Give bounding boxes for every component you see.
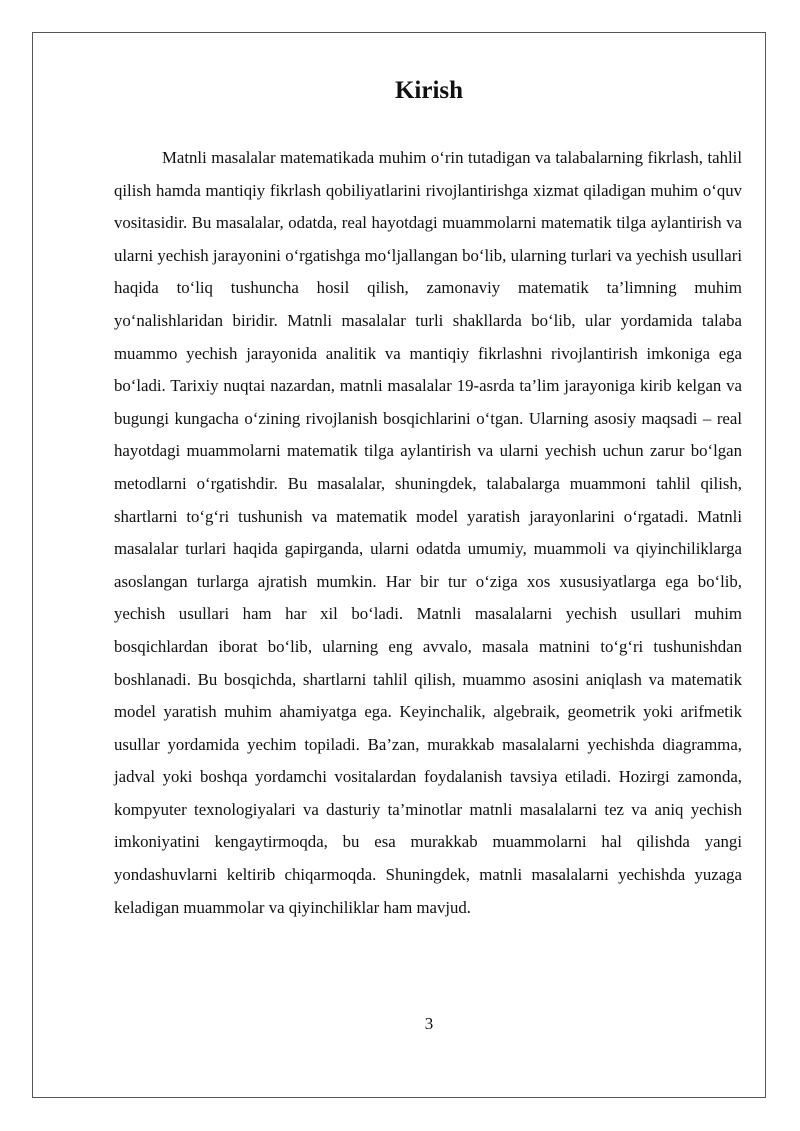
section-heading: Kirish	[394, 77, 464, 104]
body-paragraph: Matnli masalalar matematikada muhim o‘rin tutadigan va talabalarning fikrlash, tahlil qilish hamda mantiqiy fikrlash qobiliyatlarini rivojlantirishga xizmat qiladigan muhim o‘quv vositasidir. Bu masalalar, odatda, real hayotdagi muammolarni matematik tilga aylantirish va ularni yechish jarayonini o‘rgatishga mo‘ljallangan bo‘lib, ularning turlari va yechish usullari haqida to‘liq tushuncha hosil qilish, zamonaviy matematik ta’limning muhim yo‘nalishlaridan biridir. Matnli masalalar turli shakllarda bo‘lib, ular yordamida talaba muammo yechish jarayonida analitik va mantiqiy fikrlashni rivojlantirish imkoniga ega bo‘ladi. Tarixiy nuqtai nazardan, matnli masalalar 19-asrda ta’lim jarayoniga kirib kelgan va bugungi kungacha o‘zining rivojlanish bosqichlarini o‘tgan. Ularning asosiy maqsadi – real hayotdagi muammolarni matematik tilga aylantirish va ularni yechish uchun zarur bo‘lgan metodlarni o‘rgatishdir. Bu masalalar, shuningdek, talabalarga muammoni tahlil qilish, shartlarni to‘g‘ri tushunish va matematik model yaratish jarayonlarini o‘rgatadi. Matnli masalalar turlari haqida gapirganda, ularni odatda umumiy, muammoli va qiyinchiliklarga asoslangan turlarga ajratish mumkin. Har bir tur o‘ziga xos xususiyatlarga ega bo‘lib, yechish usullari ham har xil bo‘ladi. Matnli masalalarni yechish usullari muhim bosqichlardan iborat bo‘lib, ularning eng avvalo, masala matnini to‘g‘ri tushunishdan boshlanadi. Bu bosqichda, shartlarni tahlil qilish, muammo asosini aniqlash va matematik model yaratish muhim ahamiyatga ega. Keyinchalik, algebraik, geometrik yoki arifmetik usullar yordamida yechim topiladi. Ba’zan, murakkab masalalarni yechishda diagramma, jadval yoki boshqa yordamchi vositalardan foydalanish tavsiya etiladi. Hozirgi zamonda, kompyuter texnologiyalari va dasturiy ta’minotlar matnli masalalarni tez va aniq yechish imkoniyatini kengaytirmoqda, bu esa murakkab muammolarni hal qilishda yangi yondashuvlarni keltirib chiqarmoqda. Shuningdek, matnli masalalarni yechishda yuzaga keladigan muammolar va qiyinchiliklar ham mavjud.	[114, 148, 742, 917]
page-number: 3	[424, 1014, 434, 1033]
